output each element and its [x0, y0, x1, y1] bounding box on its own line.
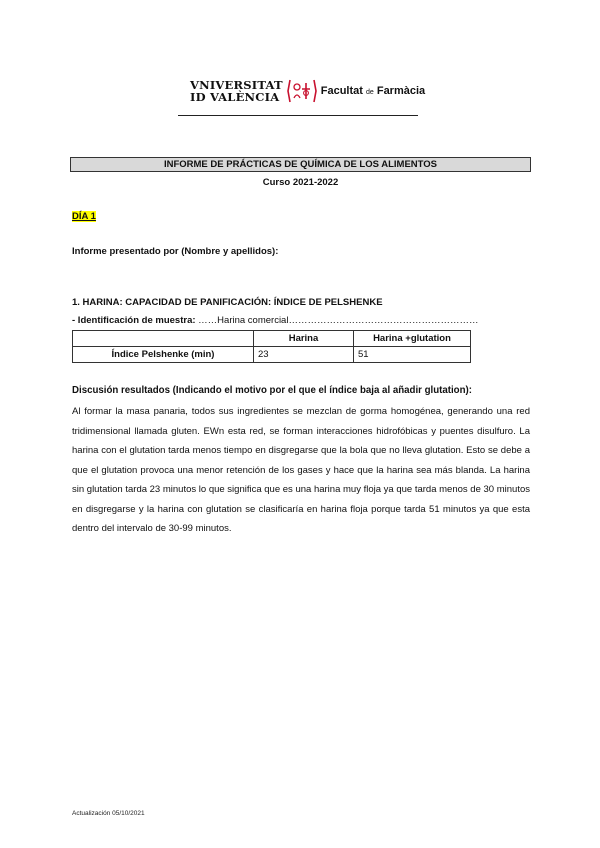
table-row: [73, 347, 471, 363]
discussion-title: Discusión resultados (Indicando el motivo por el que el índice baja al añadir glutation):: [72, 385, 472, 396]
table-header-empty: [73, 331, 254, 347]
university-name-line1: VNIVERSITAT: [190, 78, 283, 92]
faculty-name: [321, 85, 425, 97]
section-heading: 1. HARINA: CAPACIDAD DE PANIFICACIÓN: ÍNDICE DE PELSHENKE: [72, 297, 383, 308]
faculty-word2: de: [365, 89, 374, 96]
row-label: Índice Pelshenke (min): [73, 347, 254, 363]
sample-label: - Identificación de muestra:: [72, 315, 196, 326]
discussion-body: Al formar la masa panaria, todos sus ingredientes se mezclan de gorma homogénea, generando una red tridimensional llamada gluten. EWn esta red, se forman interacciones hidrofóbicas y puentes disulfuro. La harina con el glutation tarda menos tiempo en disgregarse que la bola que no lleva glutation. Esto se debe a que el glutation provoca una menor retención de los gases y hace que la harina sea más blanda. La harina sin glutation tarda 23 minutos lo que significa que es una harina muy floja ya que tarda menos de 30 minutos en disgregarse y la harina con glutation se clasificaría en harina floja porque tarda 51 minutos ya que esta dentro del intervalo de 30-99 minutos.: [72, 406, 530, 534]
results-table: [72, 330, 471, 363]
sample-value: ……Harina comercial……………………………………………………: [198, 315, 479, 326]
university-logo: [190, 74, 425, 108]
table-header-row: [73, 331, 471, 347]
document-title: INFORME DE PRÁCTICAS DE QUÍMICA DE LOS ALIMENTOS: [70, 157, 531, 172]
cell-harina: 23: [254, 347, 354, 363]
day-label: DÍA 1: [72, 211, 96, 222]
faculty-word1: Facultat: [320, 85, 363, 97]
course-year: Curso 2021-2022: [262, 177, 339, 188]
presented-by-label: Informe presentado por (Nombre y apellidos):: [72, 246, 279, 257]
header-divider: [178, 115, 418, 116]
university-name: [190, 79, 283, 103]
faculty-word3: Farmàcia: [376, 85, 426, 97]
table-header-harina: Harina: [254, 331, 354, 347]
table-header-harina-glutation: Harina +glutation: [354, 331, 471, 347]
university-name-line2: ID VALÈNCIA: [190, 90, 280, 104]
university-seal-icon: [287, 78, 317, 104]
cell-harina-glutation: 51: [354, 347, 471, 363]
sample-identification: [72, 315, 478, 326]
update-date: Actualización 05/10/2021: [72, 810, 145, 817]
